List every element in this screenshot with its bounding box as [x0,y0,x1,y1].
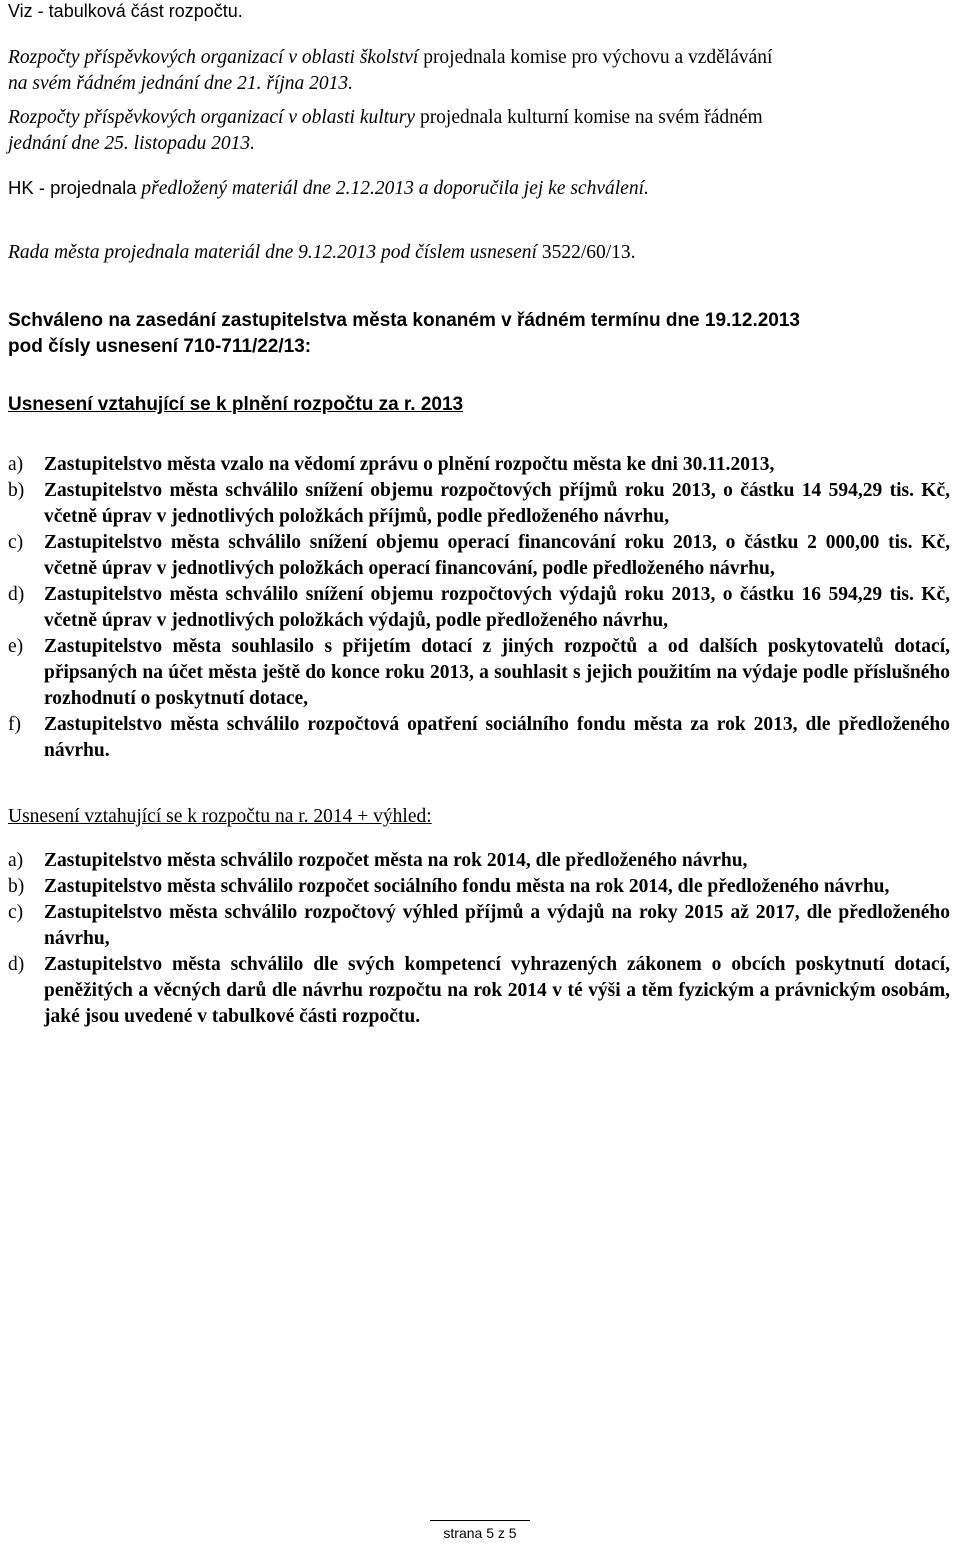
list-item [8,900,950,952]
paragraph-hk [8,175,950,202]
approved-heading-line2: pod čísly usnesení 710-711/22/13: [8,336,312,357]
list-item-text: Zastupitelstvo města souhlasilo s přijetím dotací z jiných rozpočtů a od dalších poskytovatelů dotací, připsaných na účet města ještě do konce roku 2013, a souhlasit s jejich použitím na výdaje podle příslušného rozhodnutí o poskytnutí dotace, [44,636,950,709]
list-item-marker: b) [8,876,25,897]
list-item-text: Zastupitelstvo města vzalo na vědomí zprávu o plnění rozpočtu města ke dni 30.11.2013, [44,454,775,475]
paragraph-rada-italic: Rada města projednala materiál dne 9.12.2013 pod číslem usnesení [8,242,537,263]
list-item [8,452,950,478]
section-2013-heading: Usnesení vztahující se k plnění rozpočtu za r. 2013 [8,394,464,415]
paragraph-school-line2: na svém řádném jednání dne 21. října 2013. [8,73,354,94]
document-page [8,0,950,1030]
list-item-text: Zastupitelstvo města schválilo snížení objemu operací financování roku 2013, o částku 2 000,00 tis. Kč, včetně úprav v jednotlivých položkách operací financování, podle předloženého návrhu, [44,532,950,579]
list-item-marker: a) [8,454,24,475]
list-item [8,952,950,1030]
list-item [8,848,950,874]
paragraph-rada-normal: 3522/60/13. [536,242,636,263]
paragraph-culture-normal: projednala kulturní komise na svém řádném [415,107,763,128]
list-item-text: Zastupitelstvo města schválilo dle svých kompetencí vyhrazených zákonem o obcích poskytnutí dotací, peněžitých a věcných darů dle návrhu rozpočtu na rok 2014 v té výši a těm fyzickým a právnickým osobám, jaké jsou uvedené v tabulkové části rozpočtu. [44,954,950,1027]
list-item-marker: d) [8,584,25,605]
section-2014-heading: Usnesení vztahující se k rozpočtu na r. 2014 + výhled: [8,806,432,827]
paragraph-hk-sans: HK - projednala [8,177,137,198]
page-number: strana 5 z 5 [443,1525,517,1541]
list-item-marker: d) [8,954,25,975]
list-item-marker: f) [8,714,21,735]
list-item [8,712,950,764]
paragraph-culture [8,105,950,157]
list-item [8,530,950,582]
paragraph-rada [8,240,950,266]
list-item-marker: c) [8,902,24,923]
list-item-marker: b) [8,480,25,501]
section-2013-list [8,452,950,764]
paragraph-hk-italic: předložený materiál dne 2.12.2013 a doporučila jej ke schválení. [136,178,649,199]
list-item [8,874,950,900]
paragraph-school-italic: Rozpočty příspěvkových organizací v oblasti školství [8,47,419,68]
list-item-text: Zastupitelstvo města schválilo snížení objemu rozpočtových příjmů roku 2013, o částku 14 594,29 tis. Kč, včetně úprav v jednotlivých položkách příjmů, podle předloženého návrhu, [44,480,950,527]
list-item-text: Zastupitelstvo města schválilo rozpočet města na rok 2014, dle předloženého návrhu, [44,850,748,871]
list-item-marker: a) [8,850,24,871]
paragraph-school-normal: projednala komise pro výchovu a vzdělávání [418,47,773,68]
list-item-text: Zastupitelstvo města schválilo snížení objemu rozpočtových výdajů roku 2013, o částku 16 594,29 tis. Kč, včetně úprav v jednotlivých položkách výdajů, podle předloženého návrhu, [44,584,950,631]
list-item [8,478,950,530]
top-line: Viz - tabulková část rozpočtu. [8,1,243,21]
list-item-text: Zastupitelstvo města schválilo rozpočtová opatření sociálního fondu města za rok 2013, dle předloženého návrhu. [44,714,950,761]
list-item-text: Zastupitelstvo města schválilo rozpočtový výhled příjmů a výdajů na roky 2015 až 2017, dle předloženého návrhu, [44,902,950,949]
paragraph-culture-line2: jednání dne 25. listopadu 2013. [8,133,255,154]
paragraph-school [8,45,950,97]
list-item-marker: c) [8,532,24,553]
section-2014-list [8,848,950,1030]
list-item [8,634,950,712]
paragraph-culture-italic: Rozpočty příspěvkových organizací v oblasti kultury [8,107,416,128]
approved-heading [8,308,950,360]
approved-heading-line1: Schváleno na zasedání zastupitelstva města konaném v řádném termínu dne 19.12.2013 [8,310,800,331]
footer-divider [430,1520,530,1521]
list-item [8,582,950,634]
list-item-text: Zastupitelstvo města schválilo rozpočet sociálního fondu města na rok 2014, dle předloženého návrhu, [44,876,890,897]
list-item-marker: e) [8,636,24,657]
